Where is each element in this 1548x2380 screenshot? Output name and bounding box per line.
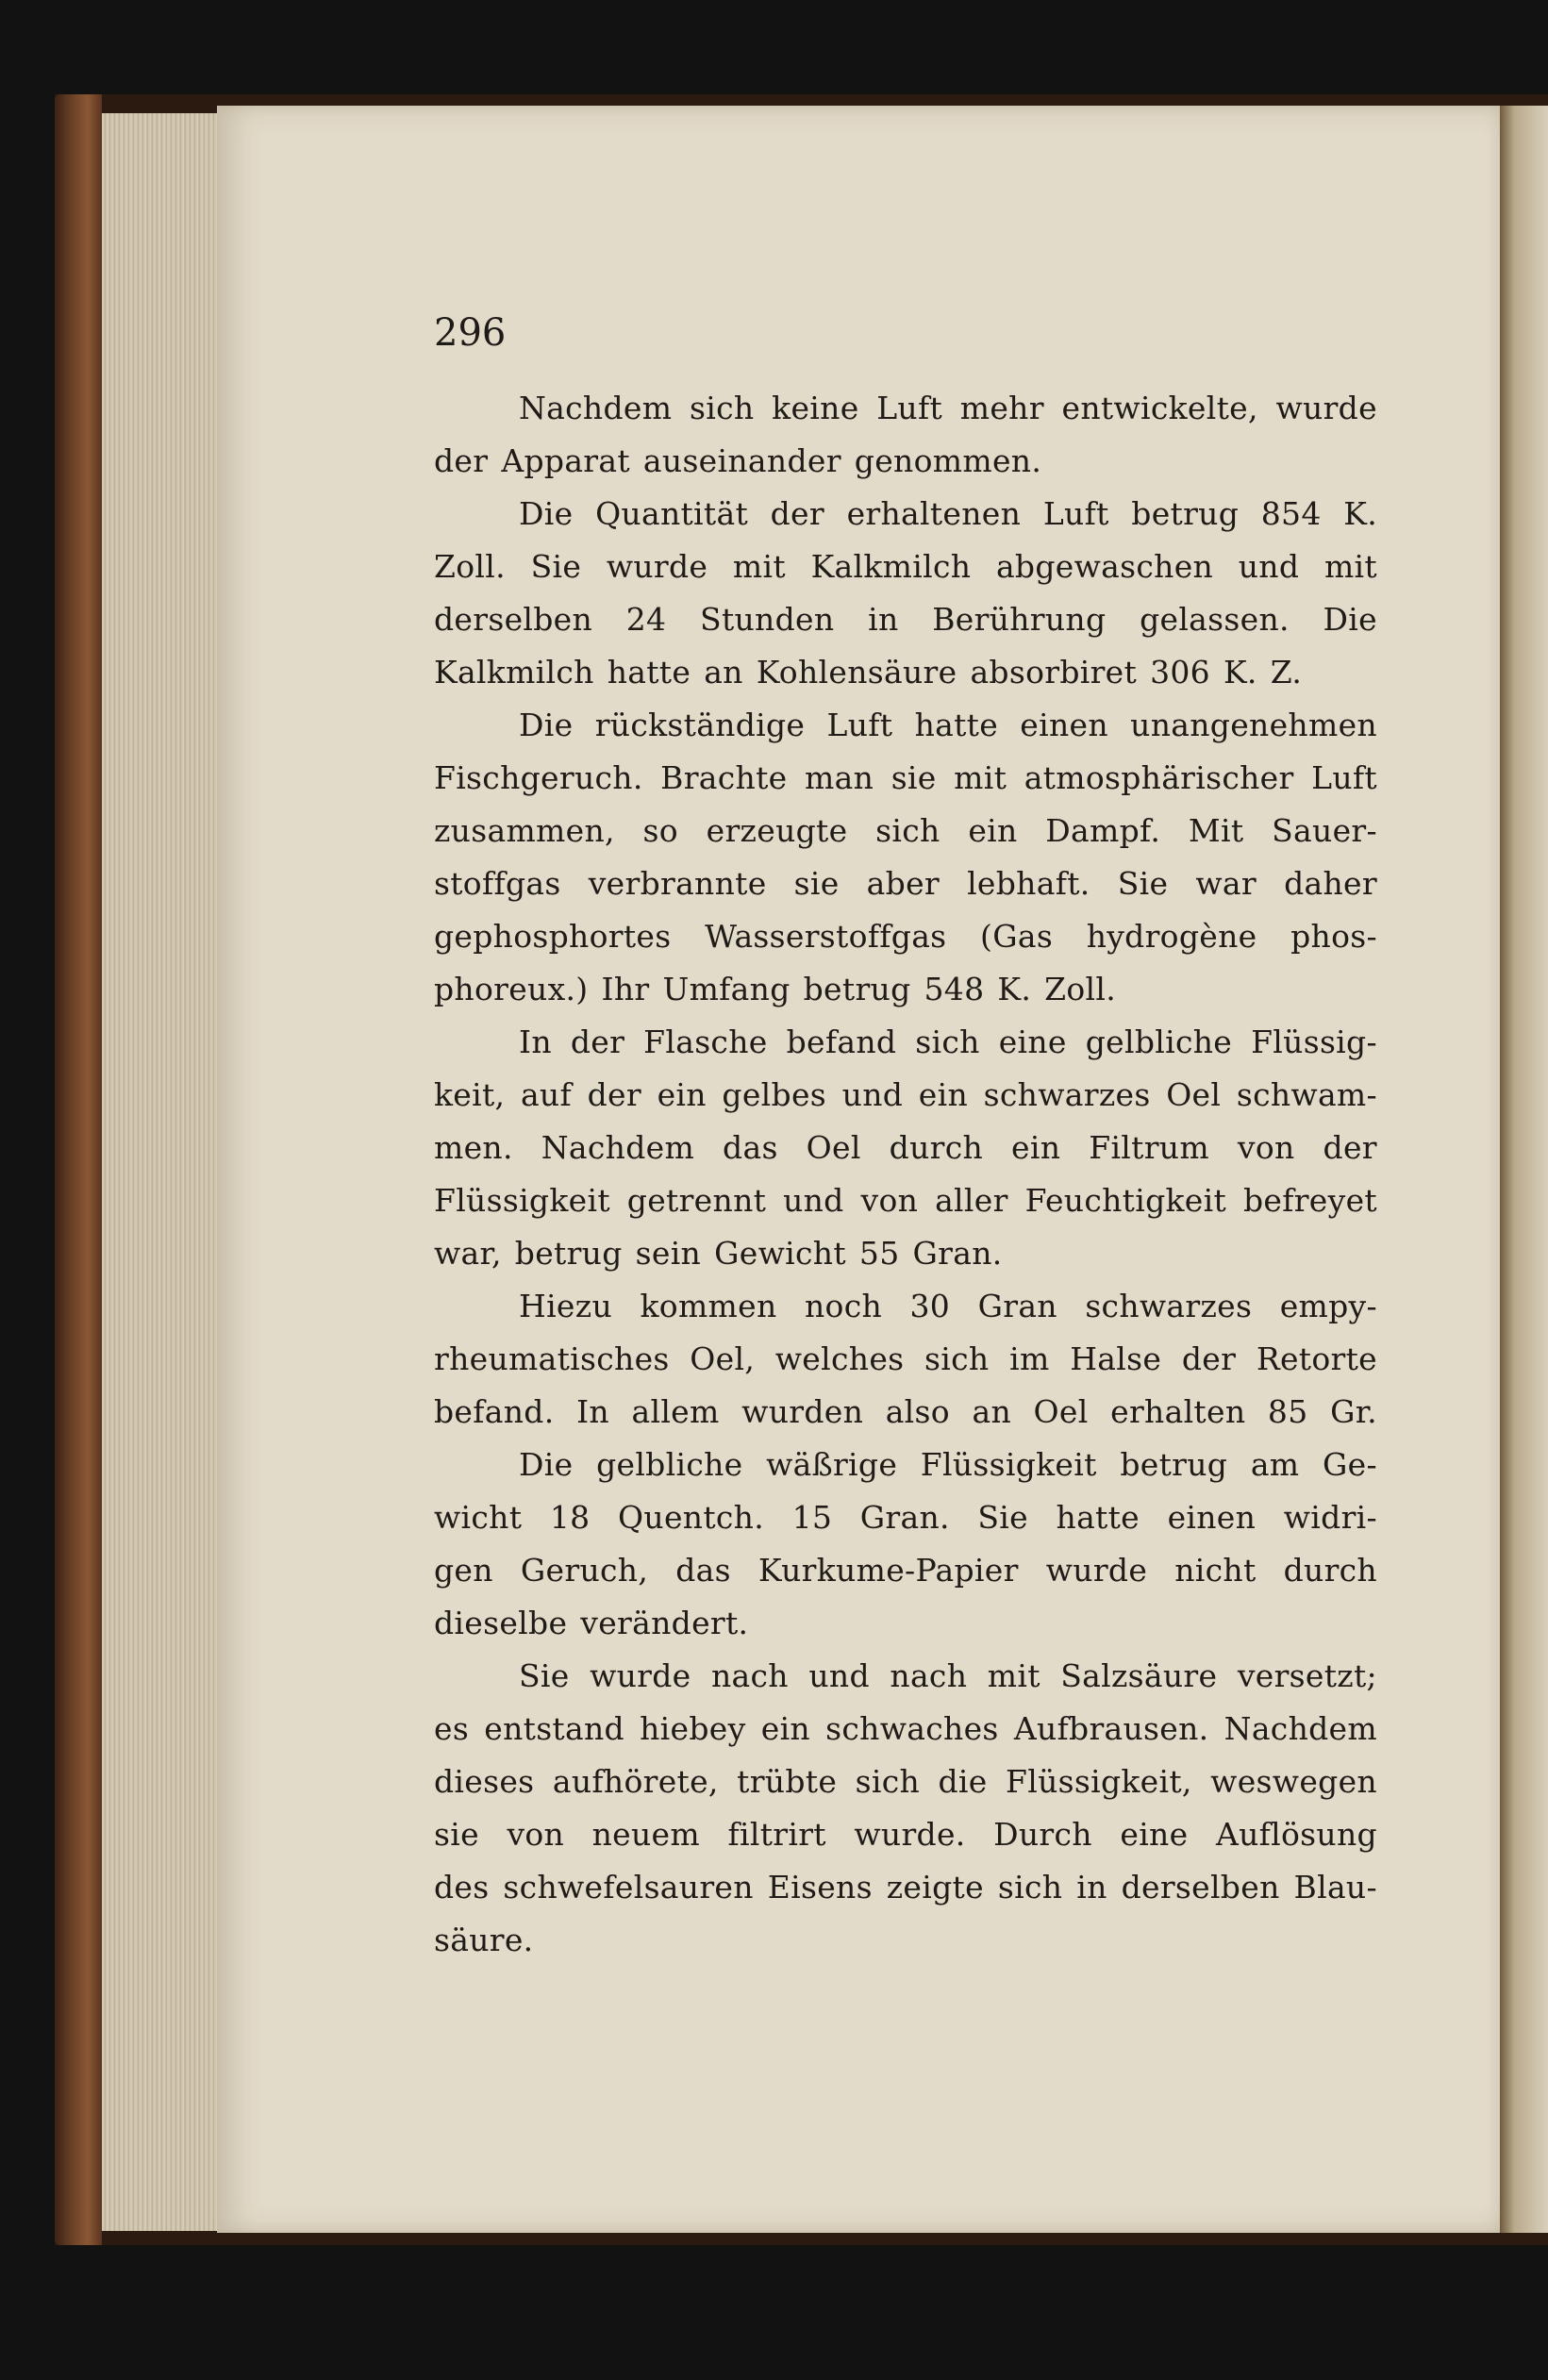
book-cover-edge [55,94,102,2245]
text-line: säure. [434,1922,534,1958]
text-block [434,382,1377,1967]
text-line: Flüssigkeit getrennt und von aller Feuchtigkeit befreyet [434,1182,1377,1219]
text-line: dieses aufhörete, trübte sich die Flüssigkeit, weswegen [434,1763,1377,1800]
text-line: keit, auf der ein gelbes und ein schwarzes Oel schwam- [434,1076,1377,1113]
text-line: Sie wurde nach und nach mit Salzsäure versetzt; [519,1657,1377,1694]
page-stack [102,113,225,2231]
text-line: Hiezu kommen noch 30 Gran schwarzes empy- [519,1288,1377,1324]
text-line: war, betrug sein Gewicht 55 Gran. [434,1235,1003,1272]
next-page-edge [1500,106,1548,2233]
text-line: stoffgas verbrannte sie aber lebhaft. Sie war daher [434,865,1377,902]
text-line: befand. In allem wurden also an Oel erhalten 85 Gr. [434,1393,1377,1430]
text-line: sie von neuem filtrirt wurde. Durch eine Auflösung [434,1816,1377,1853]
text-line: es entstand hiebey ein schwaches Aufbrausen. Nachdem [434,1710,1377,1747]
text-line: gephosphortes Wasserstoffgas (Gas hydrogène phos- [434,918,1377,955]
text-line: zusammen, so erzeugte sich ein Dampf. Mit Sauer- [434,812,1377,849]
text-line: des schwefelsauren Eisens zeigte sich in derselben Blau- [434,1869,1377,1906]
text-line: rheumatisches Oel, welches sich im Halse der Retorte [434,1340,1377,1377]
text-line: men. Nachdem das Oel durch ein Filtrum von der [434,1129,1377,1166]
page-number: 296 [434,311,507,355]
text-line: phoreux.) Ihr Umfang betrug 548 K. Zoll. [434,971,1117,1007]
text-line: wicht 18 Quentch. 15 Gran. Sie hatte einen widri- [434,1499,1377,1536]
text-line: Nachdem sich keine Luft mehr entwickelte, wurde [519,390,1377,426]
text-line: Zoll. Sie wurde mit Kalkmilch abgewaschen und mit [434,548,1377,585]
text-line: Die rückständige Luft hatte einen unangenehmen [519,707,1377,743]
text-line: der Apparat auseinander genommen. [434,442,1042,479]
text-line: dieselbe verändert. [434,1605,749,1641]
text-line: In der Flasche befand sich eine gelbliche Flüssig- [519,1024,1377,1060]
text-line: gen Geruch, das Kurkume-Papier wurde nicht durch [434,1552,1377,1589]
text-line: Die gelbliche wäßrige Flüssigkeit betrug am Ge- [519,1446,1377,1483]
text-line: derselben 24 Stunden in Berührung gelassen. Die [434,601,1377,638]
text-line: Fischgeruch. Brachte man sie mit atmosphärischer Luft [434,759,1377,796]
text-line: Kalkmilch hatte an Kohlensäure absorbiret 306 K. Z. [434,654,1303,691]
text-line: Die Quantität der erhaltenen Luft betrug 854 K. [519,495,1377,532]
